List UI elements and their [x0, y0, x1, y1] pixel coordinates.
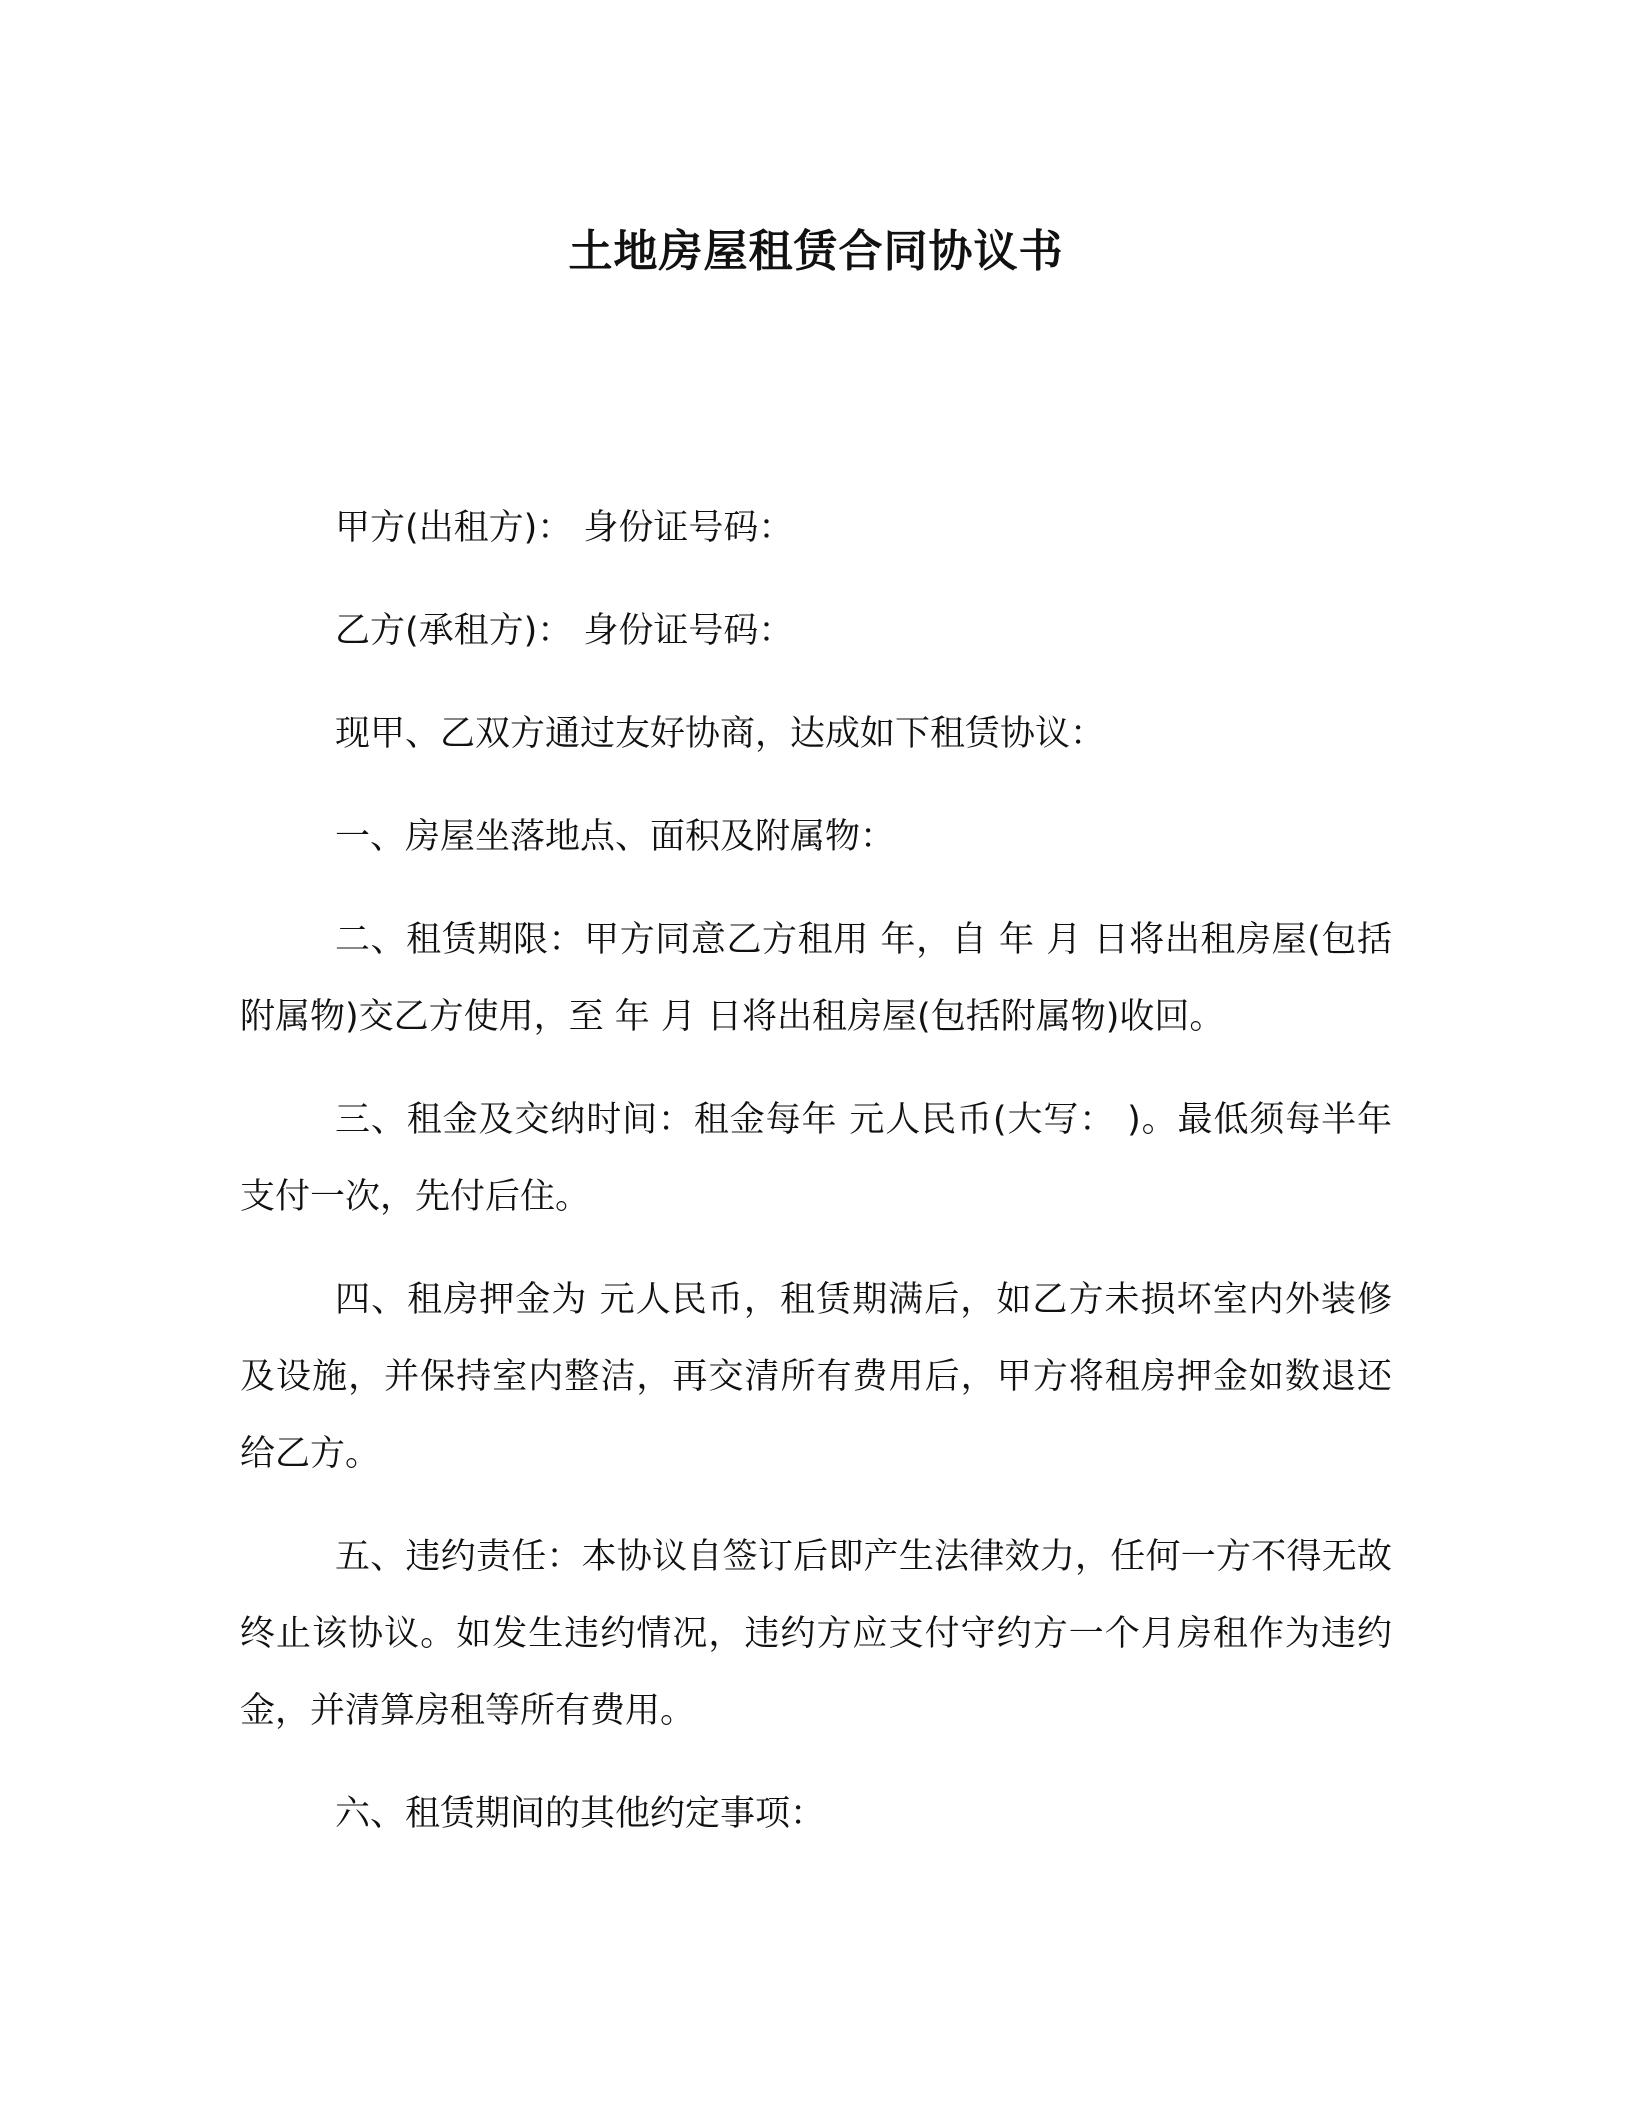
clause-3-rent: 三、租金及交纳时间：租金每年 元人民币(大写： )。最低须每半年支付一次，先付后住。	[240, 1100, 1392, 1217]
party-a-line: 甲方(出租方)： 身份证号码：	[335, 508, 794, 548]
party-b-line: 乙方(承租方)： 身份证号码：	[335, 611, 794, 651]
clause-5-liability: 五、违约责任：本协议自签订后即产生法律效力，任何一方不得无故终止该协议。如发生违约情况，违约方应支付守约方一个月房租作为违约金，并清算房租等所有费用。	[240, 1537, 1392, 1731]
clause-2-term: 二、租赁期限：甲方同意乙方租用 年，自 年 月 日将出租房屋(包括附属物)交乙方使用，至 年 月 日将出租房屋(包括附属物)收回。	[240, 920, 1392, 1037]
agreement-intro: 现甲、乙双方通过友好协商，达成如下租赁协议：	[335, 714, 1106, 754]
document-body	[240, 490, 1392, 1879]
clause-1-location: 一、房屋坐落地点、面积及附属物：	[335, 817, 896, 857]
clause-4-deposit: 四、租房押金为 元人民币，租赁期满后，如乙方未损坏室内外装修及设施，并保持室内整洁，再交清所有费用后，甲方将租房押金如数退还给乙方。	[240, 1280, 1392, 1474]
document-title: 土地房屋租赁合同协议书	[568, 226, 1064, 277]
clause-6-other: 六、租赁期间的其他约定事项：	[335, 1794, 826, 1834]
